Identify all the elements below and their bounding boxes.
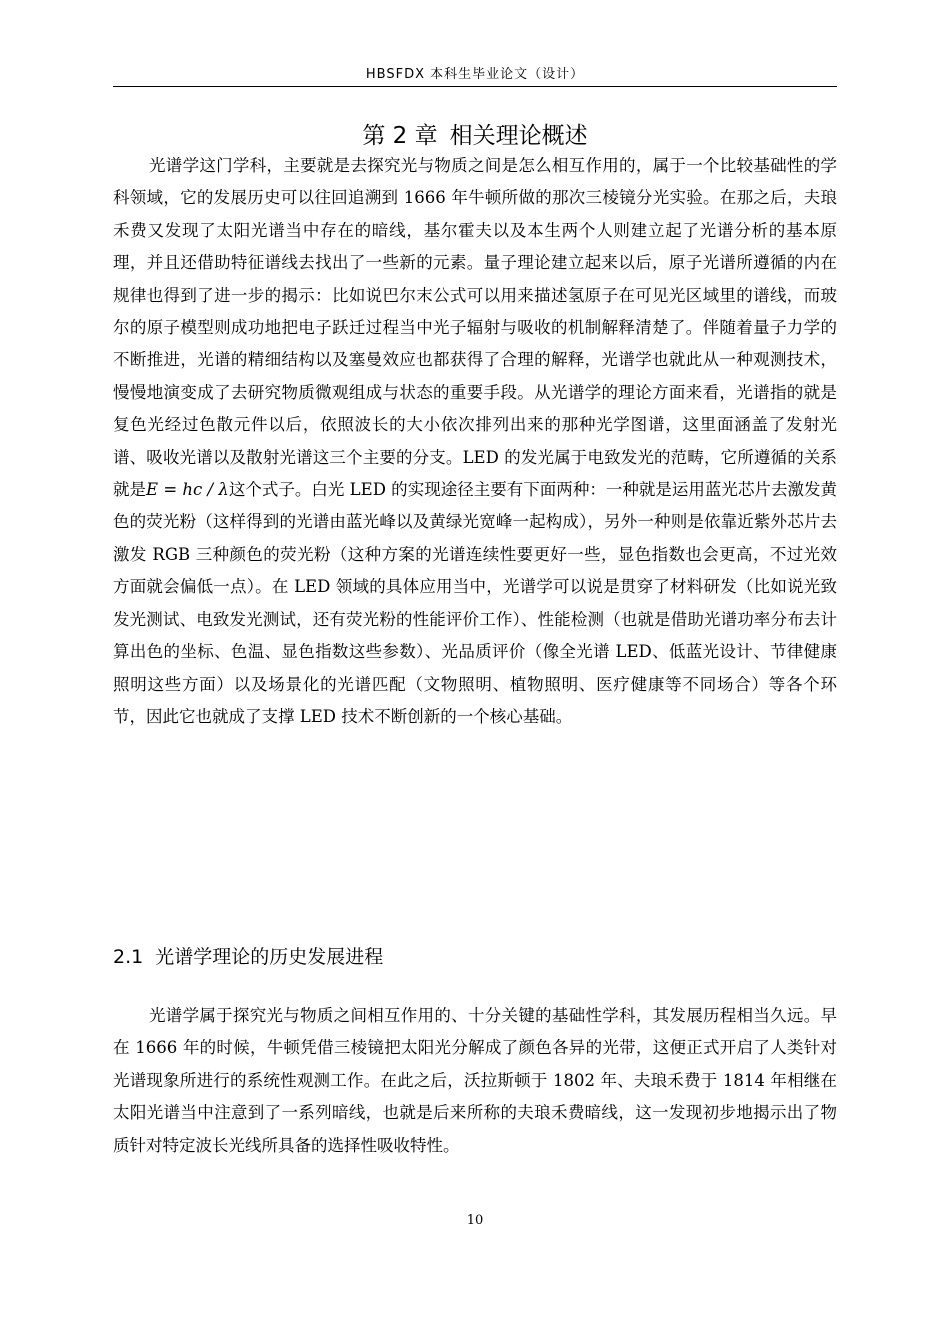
page-header: HBSFDX 本科生毕业论文（设计） xyxy=(365,67,585,82)
section-heading xyxy=(113,940,383,974)
paragraph-text-before-formula: 光谱学这门学科，主要就是去探究光与物质之间是怎么相互作用的，属于一个比较基础性的学科领域，它的发展历史可以往回追溯到 1666 年牛顿所做的那次三棱镜分光实验。在那之后，夫琅禾费又发现了太阳光谱当中存在的暗线，基尔霍夫以及本生两个人则建立起了光谱分析的基本原理，并且还借助特征谱线去找出了一些新的元素。量子理论建立起来以后，原子光谱所遵循的内在规律也得到了进一步的揭示：比如说巴尔末公式可以用来描述氢原子在可见光区域里的谱线，而玻尔的原子模型则成功地把电子跃迁过程当中光子辐射与吸收的机制解释清楚了。伴随着量子力学的不断推进，光谱的精细结构以及塞曼效应也都获得了合理的解释，光谱学也就此从一种观测技术，慢慢地演变成了去研究物质微观组成与状态的重要手段。从光谱学的理论方面来看，光谱指的就是复色光经过色散元件以后，依照波长的大小依次排列出来的那种光学图谱，这里面涵盖了发射光谱、吸收光谱以及散射光谱这三个主要的分支。LED 的发光属于电致发光的范畴，它所遵循的关系就是 xyxy=(113,156,837,500)
page-number: 10 xyxy=(466,1213,484,1228)
chapter-number: 第 2 章 xyxy=(362,123,438,149)
chapter-title xyxy=(113,118,837,154)
formula-photon-energy: E = hc / λ xyxy=(146,480,229,500)
chapter-title-text: 相关理论概述 xyxy=(449,123,588,149)
section-title-text: 光谱学理论的历史发展进程 xyxy=(155,946,384,968)
paragraph-text-after-formula: 这个式子。白光 LED 的实现途径主要有下面两种：一种就是运用蓝光芯片去激发黄色的荧光粉（这样得到的光谱由蓝光峰以及黄绿光宽峰一起构成），另外一种则是依靠近紫外芯片去激发 RGB 三种颜色的荧光粉（这种方案的光谱连续性要更好一些，显色指数也会更高，不过光效方面就会偏低一点）。在 LED 领域的具体应用当中，光谱学可以说是贯穿了材料研发（比如说光致发光测试、电致发光测试，还有荧光粉的性能评价工作）、性能检测（也就是借助光谱功率分布去计算出色的坐标、色温、显色指数这些参数）、光品质评价（像全光谱 LED、低蓝光设计、节律健康照明这些方面）以及场景化的光谱匹配（文物照明、植物照明、医疗健康等不同场合）等各个环节，因此它也就成了支撑 LED 技术不断创新的一个核心基础。 xyxy=(113,480,838,726)
header-divider xyxy=(113,86,837,87)
paragraph-chapter-intro xyxy=(113,150,837,733)
section-number: 2.1 xyxy=(113,946,144,968)
paragraph-section-history: 光谱学属于探究光与物质之间相互作用的、十分关键的基础性学科，其发展历程相当久远。早在 1666 年的时候，牛顿凭借三棱镜把太阳光分解成了颜色各异的光带，这便正式开启了人类针对光谱现象所进行的系统性观测工作。在此之后，沃拉斯顿于 1802 年、夫琅禾费于 1814 年相继在太阳光谱当中注意到了一系列暗线，也就是后来所称的夫琅禾费暗线，这一发现初步地揭示出了物质针对特定波长光线所具备的选择性吸收特性。 xyxy=(113,1006,837,1155)
